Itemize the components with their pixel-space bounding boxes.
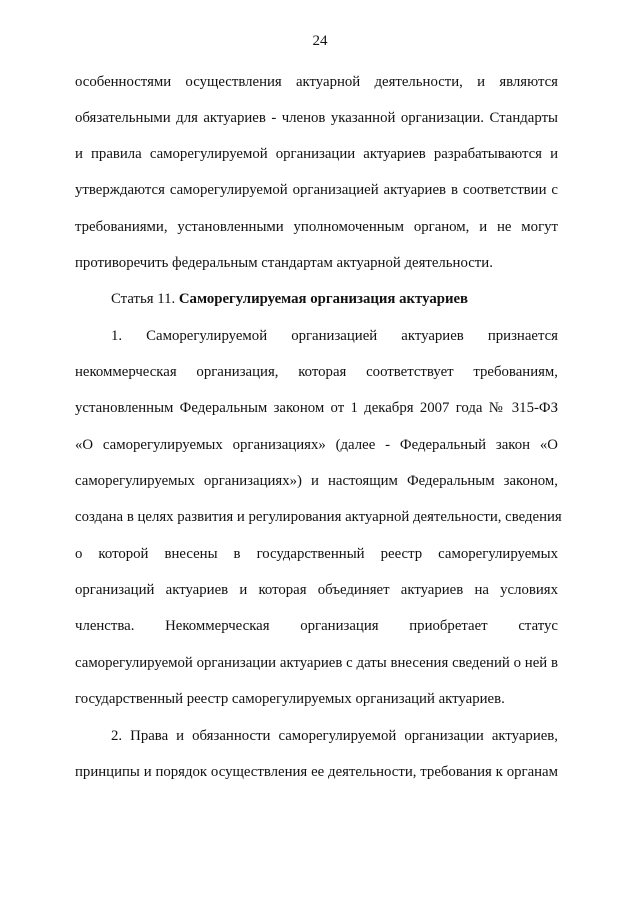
text-line: организаций актуариев и которая объединяет актуариев на условиях <box>75 582 558 598</box>
text-line: установленным Федеральным законом от 1 декабря 2007 года № 315-ФЗ <box>75 400 558 416</box>
article-title: Саморегулируемая организация актуариев <box>178 291 469 307</box>
text-line: государственный реестр саморегулируемых организаций актуариев. <box>75 691 505 707</box>
text-line: противоречить федеральным стандартам актуарной деятельности. <box>75 255 493 271</box>
text-line: создана в целях развития и регулирования актуарной деятельности, сведения <box>75 509 562 525</box>
text-line: принципы и порядок осуществления ее деятельности, требования к органам <box>75 764 558 780</box>
text-line: особенностями осуществления актуарной деятельности, и являются <box>75 74 558 90</box>
text-line: саморегулируемой организации актуариев с даты внесения сведений о ней в <box>75 655 558 671</box>
text-line: некоммерческая организация, которая соответствует требованиям, <box>75 364 558 380</box>
text-line: о которой внесены в государственный реестр саморегулируемых <box>75 546 558 562</box>
text-line: членства. Некоммерческая организация приобретает статус <box>75 618 558 634</box>
text-line: утверждаются саморегулируемой организацией актуариев в соответствии с <box>75 182 558 198</box>
text-line: 1. Саморегулируемой организацией актуариев признается <box>111 328 558 344</box>
page-number: 24 <box>312 33 328 49</box>
text-line: «О саморегулируемых организациях» (далее - Федеральный закон «О <box>75 437 558 453</box>
text-line: требованиями, установленными уполномоченным органом, и не могут <box>75 219 558 235</box>
text-line: саморегулируемых организациях») и настоящим Федеральным законом, <box>75 473 558 489</box>
article-number: Статья 11. <box>111 291 179 307</box>
text-line: и правила саморегулируемой организации актуариев разрабатываются и <box>75 146 558 162</box>
text-line: 2. Права и обязанности саморегулируемой организации актуариев, <box>111 728 558 744</box>
text-line: обязательными для актуариев - членов указанной организации. Стандарты <box>75 110 558 126</box>
article-heading <box>111 290 558 308</box>
